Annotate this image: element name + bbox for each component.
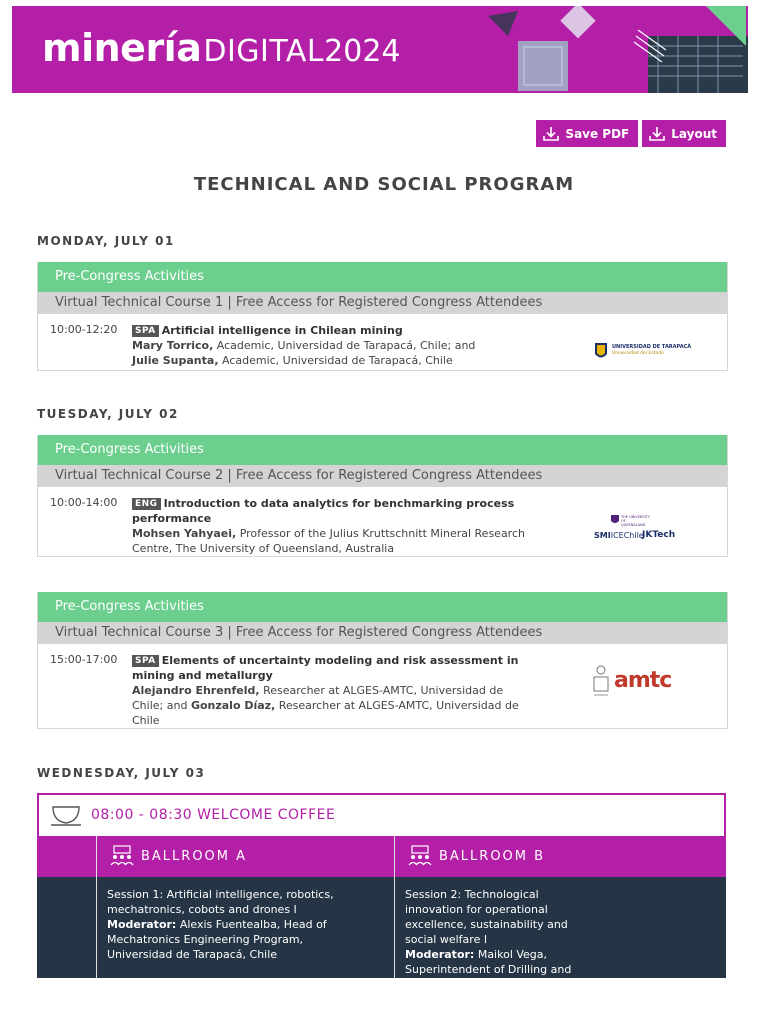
sponsor-jktech: JKTech — [642, 530, 676, 540]
activity-header: Pre-Congress Activities — [38, 592, 727, 622]
activity-subheader: Virtual Technical Course 3 | Free Access for Registered Congress Attendees — [38, 622, 727, 644]
language-badge: SPA — [132, 655, 159, 667]
activity-block — [37, 435, 728, 557]
welcome-coffee-bar — [37, 793, 726, 838]
layout-label: Layout — [671, 126, 717, 141]
moderator-label: Moderator: — [107, 918, 177, 931]
welcome-coffee-label: 08:00 - 08:30 WELCOME COFFEE — [91, 807, 336, 823]
save-pdf-label: Save PDF — [565, 126, 630, 141]
activity-header: Pre-Congress Activities — [38, 262, 727, 292]
sponsor-logo — [592, 664, 682, 706]
activity-block — [37, 262, 728, 371]
column-divider — [96, 836, 97, 978]
sponsor-subname: Universidad del Estado — [612, 351, 664, 356]
sessions-panel — [37, 877, 726, 978]
speaker-name: Alejandro Ehrenfeld, — [132, 684, 260, 697]
ballroom-b-header — [395, 836, 726, 877]
course-title[interactable]: Introduction to data analytics for benchmarking process performance — [132, 497, 515, 525]
activity-time: 10:00-12:20 — [50, 323, 118, 336]
toolbar — [536, 120, 726, 147]
event-logo[interactable] — [42, 26, 401, 70]
page-title: TECHNICAL AND SOCIAL PROGRAM — [193, 174, 575, 195]
speaker-affiliation: Researcher at ALGES-AMTC, Universidad de Chile; and — [132, 684, 504, 712]
activity-header: Pre-Congress Activities — [38, 435, 727, 465]
activity-time: 10:00-14:00 — [50, 496, 118, 509]
day-heading-tuesday: TUESDAY, JULY 02 — [37, 407, 179, 421]
session-a[interactable] — [107, 887, 357, 962]
sponsor-name: amtc — [614, 668, 672, 693]
speaker-affiliation: Academic, Universidad de Tarapacá, Chile — [218, 354, 453, 367]
sponsor-name: UNIVERSIDAD DE TARAPACÁ — [612, 344, 692, 350]
activity-subheader: Virtual Technical Course 1 | Free Access for Registered Congress Attendees — [38, 292, 727, 314]
university-seal-icon — [592, 664, 610, 700]
speaker-name: Gonzalo Díaz, — [190, 699, 276, 712]
sponsor-name: THE UNIVERSITY OF QUEENSLAND — [621, 515, 650, 527]
day-heading-monday: MONDAY, JULY 01 — [37, 234, 175, 248]
speaker-affiliation: Academic, Universidad de Tarapacá, Chile; and — [213, 339, 476, 352]
download-icon — [542, 126, 560, 142]
session-title: Session 2: Technological innovation for operational excellence, sustainability and social welfare I — [405, 888, 568, 946]
sponsor-ice: ICEChile — [610, 531, 644, 540]
sponsor-smi: SMI — [594, 531, 611, 540]
moderator-label: Moderator: — [405, 948, 475, 961]
banner-decoration — [488, 6, 748, 93]
day-heading-wednesday: WEDNESDAY, JULY 03 — [37, 766, 206, 780]
session-b[interactable] — [405, 887, 595, 977]
ballroom-b-label: BALLROOM B — [439, 849, 546, 864]
meeting-room-icon — [109, 845, 135, 869]
speaker-name: Mohsen Yahyaei, — [132, 527, 237, 540]
download-icon — [648, 126, 666, 142]
activity-description — [132, 496, 527, 556]
coffee-cup-icon — [50, 803, 86, 829]
queensland-crest-icon — [611, 515, 619, 525]
sponsor-logos — [594, 513, 694, 543]
save-pdf-button[interactable] — [536, 120, 638, 147]
meeting-room-icon — [407, 845, 433, 869]
activity-description — [132, 653, 527, 728]
speaker-name: Mary Torrico, — [132, 339, 214, 352]
logo-text-mineria: minería — [42, 26, 202, 70]
language-badge: SPA — [132, 325, 159, 337]
activity-block — [37, 592, 728, 729]
ballroom-a-label: BALLROOM A — [141, 849, 248, 864]
speaker-affiliation: Researcher at ALGES-AMTC, Universidad de Chile — [132, 699, 519, 727]
layout-button[interactable] — [642, 120, 726, 147]
column-divider — [394, 836, 395, 978]
speaker-affiliation: Professor of the Julius Kruttschnitt Mineral Research Centre, The University of Queensland, Australia — [132, 527, 525, 555]
session-title: Session 1: Artificial intelligence, robotics, mechatronics, cobots and drones I — [107, 888, 334, 916]
logo-text-digital: DIGITAL — [203, 34, 325, 69]
activity-subheader: Virtual Technical Course 2 | Free Access for Registered Congress Attendees — [38, 465, 727, 487]
course-title[interactable]: Artificial intelligence in Chilean mining — [161, 324, 403, 337]
sponsor-smi-ice — [594, 531, 644, 540]
ballroom-a-header — [97, 836, 393, 877]
logo-text-year: 2024 — [324, 34, 401, 69]
course-title[interactable]: Elements of uncertainty modeling and risk assessment in mining and metallurgy — [132, 654, 519, 682]
activity-time: 15:00-17:00 — [50, 653, 118, 666]
moderator-info: Maikol Vega, Superintendent of Drilling and — [405, 948, 572, 976]
moderator-info: Alexis Fuentealba, Head of Mechatronics Engineering Program, Universidad de Tarapacá, Chile — [107, 918, 327, 961]
activity-description — [132, 323, 527, 368]
ballroom-header — [37, 836, 726, 877]
speaker-name: Julie Supanta, — [132, 354, 219, 367]
header-banner — [12, 6, 748, 93]
language-badge: ENG — [132, 498, 161, 510]
university-shield-icon — [594, 342, 608, 362]
